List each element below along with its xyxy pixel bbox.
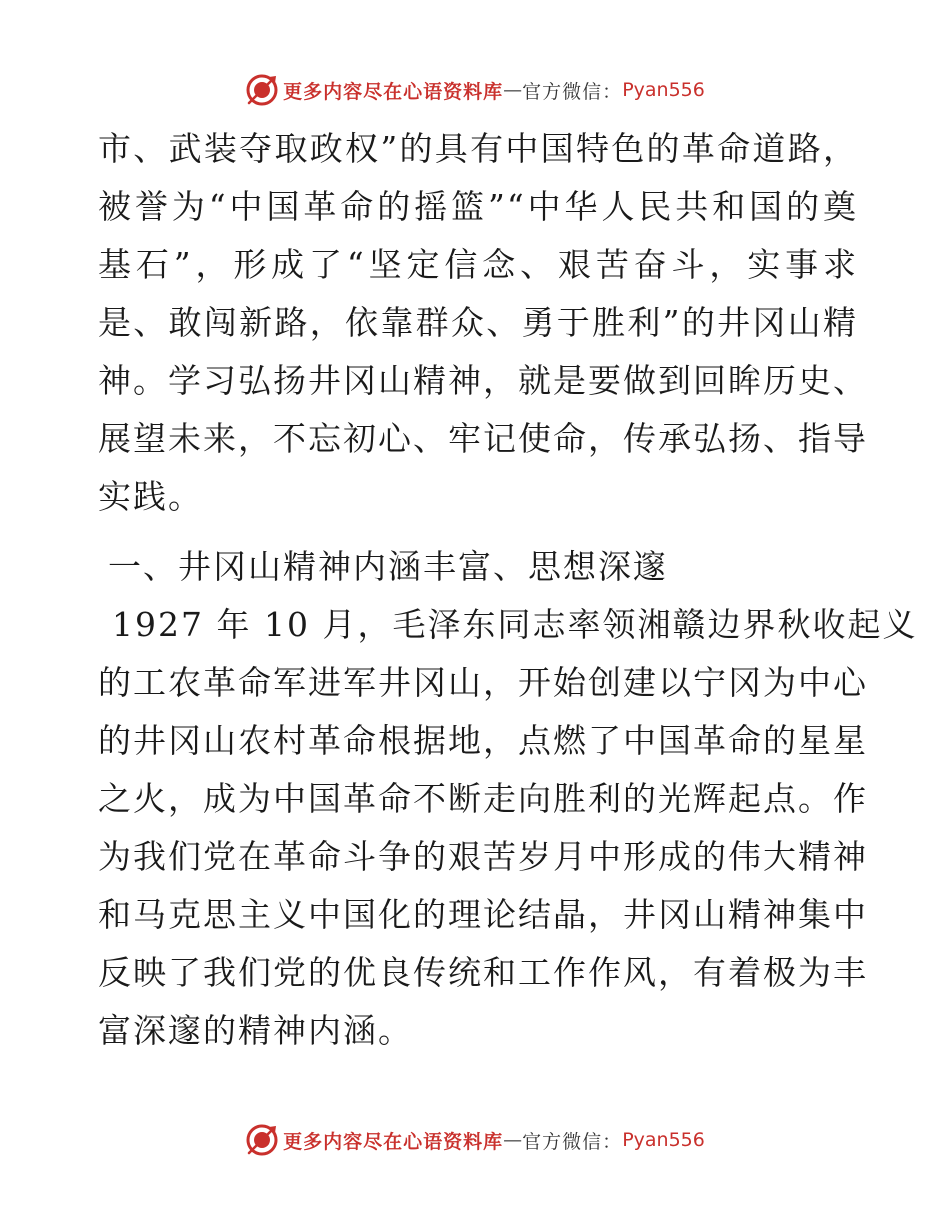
text-line: 反映了我们党的优良传统和工作作风，有着极为丰 xyxy=(98,953,868,992)
paragraph xyxy=(98,596,918,1060)
text-line: 1927 年 10 月，毛泽东同志率领湘赣边界秋收起义 xyxy=(112,605,918,644)
text-line: 和马克思主义中国化的理论结晶，井冈山精神集中 xyxy=(98,895,868,934)
footer-banner xyxy=(0,1120,950,1160)
wechat-label: 官方微信： xyxy=(522,1130,623,1153)
wechat-id: Pyan556 xyxy=(622,79,705,101)
separator-dash: — xyxy=(503,1129,523,1151)
text-line: 富深邃的精神内涵。 xyxy=(98,1011,413,1050)
text-line: 的井冈山农村革命根据地，点燃了中国革命的星星 xyxy=(98,721,868,760)
text-line: 的工农革命军进军井冈山，开始创建以宁冈为中心 xyxy=(98,663,868,702)
paragraph-continuation xyxy=(98,120,868,526)
promo-text: 更多内容尽在心语资料库 xyxy=(283,1130,504,1153)
quill-seal-icon xyxy=(245,1123,279,1157)
text-line: 展望未来，不忘初心、牢记使命，传承弘扬、指导 xyxy=(98,419,868,458)
section-heading: 一、井冈山精神内涵丰富、思想深邃 xyxy=(108,547,668,586)
quill-seal-icon xyxy=(245,73,279,107)
text-line: 之火，成为中国革命不断走向胜利的光辉起点。作 xyxy=(98,779,868,818)
document-body xyxy=(98,120,918,1060)
text-line: 神。学习弘扬井冈山精神，就是要做到回眸历史、 xyxy=(98,361,868,400)
header-banner xyxy=(0,70,950,110)
text-line: 为我们党在革命斗争的艰苦岁月中形成的伟大精神 xyxy=(98,837,868,876)
text-line: 被誉为“中国革命的摇篮”“中华人民共和国的奠 xyxy=(98,187,858,226)
separator-dash: — xyxy=(503,79,523,101)
text-line: 基石”，形成了“坚定信念、艰苦奋斗，实事求 xyxy=(98,245,858,284)
text-line: 实践。 xyxy=(98,477,203,516)
promo-text: 更多内容尽在心语资料库 xyxy=(283,80,504,103)
text-line: 是、敢闯新路，依靠群众、勇于胜利”的井冈山精 xyxy=(98,303,858,342)
wechat-id: Pyan556 xyxy=(622,1129,705,1151)
text-line: 市、武装夺取政权”的具有中国特色的革命道路， xyxy=(98,129,858,168)
wechat-label: 官方微信： xyxy=(522,80,623,103)
